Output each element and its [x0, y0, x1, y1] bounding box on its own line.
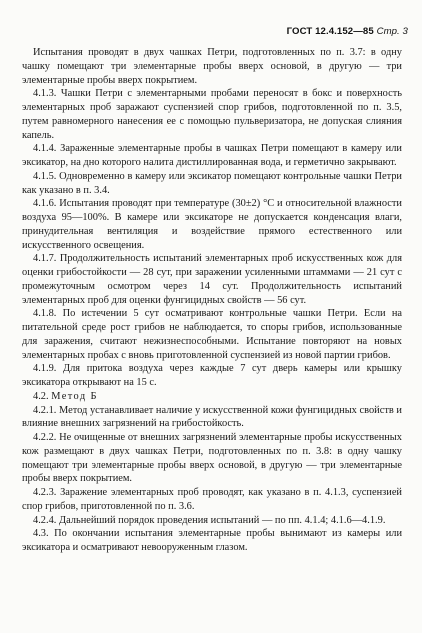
paragraph-4-1-4: 4.1.4. Зараженные элементарные пробы в чашках Петри помещают в камеру или эксикатор, на дно которого налита дистиллированная вода, и герметично закрывают.: [22, 143, 402, 168]
section-title: Метод Б: [51, 390, 98, 402]
paragraph-4-1-9: 4.1.9. Для притока воздуха через каждые 7 сут дверь камеры или крышку эксикатора открывают на 15 с.: [22, 363, 402, 388]
page-header: [287, 26, 408, 37]
paragraph-4-2-4: 4.2.4. Дальнейший порядок проведения испытаний — по пп. 4.1.4; 4.1.6—4.1.9.: [33, 514, 386, 526]
section-heading-4-2: [22, 390, 402, 404]
section-number: 4.2.: [33, 390, 49, 402]
standard-code: ГОСТ 12.4.152—85: [286, 26, 374, 37]
paragraph-intro: Испытания проводят в двух чашках Петри, подготовленных по п. 3.7: в одну чашку помещают три элементарные пробы вверх основой, в другую — три элементарные пробы вверх покрытием.: [22, 47, 402, 86]
page-number: Стр. 3: [376, 26, 408, 37]
paragraph-4-2-1: 4.2.1. Метод устанавливает наличие у искусственной кожи фунгицидных свойств и влияние внешних загрязнений на грибостойкость.: [22, 404, 402, 430]
paragraph-4-2-3: 4.2.3. Заражение элементарных проб проводят, как указано в п. 4.1.3, суспензией спор грибов, приготовленной по п. 3.6.: [22, 487, 402, 512]
paragraph-4-2-2: 4.2.2. Не очищенные от внешних загрязнений элементарные пробы искусственных кож размещают в двух чашках Петри, подготовленных по п. 3.8: в одну чашку помещают три элементарные пробы вверх основой, в другую — три элементарные пробы вверх покрытием.: [22, 432, 402, 485]
paragraph-4-1-8: 4.1.8. По истечении 5 сут осматривают контрольные чашки Петри. Если на питательной среде рост грибов не наблюдается, то споры грибов, использованные для заражения, считают нежизнеспособными. Испытание повторяют на новых элементарных пробах с вновь приготовленной суспензией из новой партии грибов.: [22, 308, 402, 361]
paragraph-4-1-3: 4.1.3. Чашки Петри с элементарными пробами переносят в бокс и поверхность элементарных проб заражают суспензией спор грибов, подготовленной по п. 3.5, путем равномерного нанесения ее с помощью пульверизатора, не допуская слияния капель.: [22, 88, 402, 141]
document-body: [22, 46, 402, 555]
paragraph-4-1-5: 4.1.5. Одновременно в камеру или эксикатор помещают контрольные чашки Петри как указано в п. 3.4.: [22, 170, 402, 196]
paragraph-4-1-6: 4.1.6. Испытания проводят при температуре (30±2) °С и относительной влажности воздуха 95—100%. В камере или эксикаторе не допускается конденсация влаги, принудительная вентиляция и воздействие прямого естественного или искусственного освещения.: [22, 198, 402, 251]
paragraph-4-1-7: 4.1.7. Продолжительность испытаний элементарных проб искусственных кож для оценки грибостойкости — 28 сут, при заражении усиленными штаммами — 21 сут с промежуточным осмотром через 14 сут. Продолжительность испытаний элементарных проб для оценки фунгицидных свойств — 56 сут.: [22, 253, 402, 306]
paragraph-4-3: 4.3. По окончании испытания элементарные пробы вынимают из камеры или эксикатора и осматривают невооруженным глазом.: [22, 528, 402, 553]
